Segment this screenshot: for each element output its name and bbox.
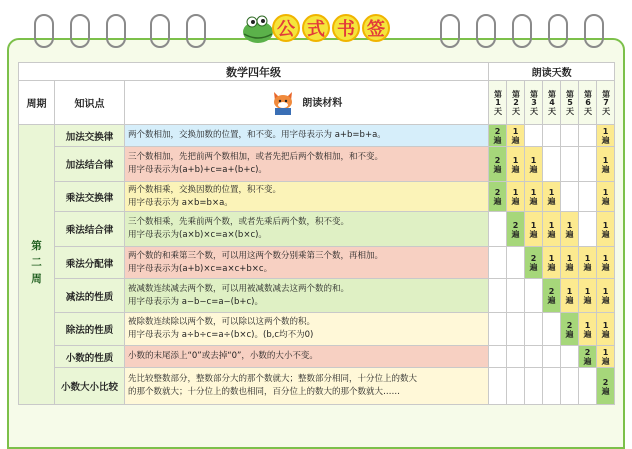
day-6-cell: 1遍: [579, 279, 597, 313]
day-3-cell: 2遍: [525, 247, 543, 279]
knowledge-topic: 乘法结合律: [55, 212, 125, 247]
day-6-cell: [579, 212, 597, 247]
day-6-header: 第6天: [579, 81, 597, 125]
material-line: 两个数的和乘第三个数，可以用这两个数分别乘第三个数，再相加。: [128, 250, 384, 261]
table-row: [19, 247, 615, 279]
binder-ring-icon: [548, 14, 568, 48]
binder-ring-icon: [440, 14, 460, 48]
day-6-cell: [579, 147, 597, 182]
day-4-header: 第4天: [543, 81, 561, 125]
day-3-cell: [525, 346, 543, 368]
reading-material: [125, 147, 489, 182]
day-2-header: 第2天: [507, 81, 525, 125]
reading-material: [125, 279, 489, 313]
day-3-header: 第3天: [525, 81, 543, 125]
table-title: 数学四年级: [19, 63, 489, 81]
crocodile-mascot-icon: [238, 12, 276, 46]
day-7-cell: 1遍: [597, 125, 615, 147]
period-header: 周期: [19, 81, 55, 125]
day-4-cell: 1遍: [543, 182, 561, 212]
table-row: [19, 212, 615, 247]
day-1-cell: [489, 346, 507, 368]
day-6-cell: [579, 368, 597, 405]
day-1-cell: 2遍: [489, 125, 507, 147]
day-2-cell: 1遍: [507, 125, 525, 147]
material-line: 用字母表示为(a×b)×c=a×(b×c)。: [128, 230, 267, 240]
day-5-cell: [561, 147, 579, 182]
days-header: 朗读天数: [489, 63, 615, 81]
banner-char: 公: [272, 14, 300, 42]
day-1-cell: 2遍: [489, 147, 507, 182]
day-3-cell: [525, 279, 543, 313]
knowledge-topic: 小数的性质: [55, 346, 125, 368]
knowledge-topic: 加法交换律: [55, 125, 125, 147]
reading-material: [125, 125, 489, 147]
day-1-cell: [489, 247, 507, 279]
day-7-cell: 1遍: [597, 147, 615, 182]
day-7-cell: 2遍: [597, 368, 615, 405]
day-1-cell: [489, 313, 507, 346]
material-line: 两个数相乘，交换因数的位置，积不变。: [128, 184, 282, 195]
material-header-label: 朗读材料: [302, 97, 343, 109]
binder-ring-icon: [150, 14, 170, 48]
knowledge-topic: 小数大小比较: [55, 368, 125, 405]
binder-ring-icon: [186, 14, 206, 48]
material-header: [125, 81, 489, 125]
reading-material: [125, 182, 489, 212]
knowledge-header: 知识点: [55, 81, 125, 125]
day-7-cell: 1遍: [597, 279, 615, 313]
day-1-cell: 2遍: [489, 182, 507, 212]
table-row: [19, 279, 615, 313]
day-6-cell: [579, 182, 597, 212]
material-line: 用字母表示为 a×b=b×a。: [128, 197, 233, 208]
reading-material: [125, 313, 489, 346]
day-1-cell: [489, 279, 507, 313]
day-2-cell: [507, 279, 525, 313]
day-4-cell: 2遍: [543, 279, 561, 313]
day-6-cell: 2遍: [579, 346, 597, 368]
material-line: 三个数相加，先把前两个数相加，或者先把后两个数相加，和不变。: [128, 152, 384, 162]
day-3-cell: [525, 125, 543, 147]
day-2-cell: [507, 247, 525, 279]
binder-ring-icon: [512, 14, 532, 48]
binder-ring-icon: [476, 14, 496, 48]
material-line: 的那个数就大；十分位上的数也相同，百分位上的数大的那个数就大……: [128, 387, 401, 397]
binder-ring-icon: [34, 14, 54, 48]
day-4-cell: [543, 125, 561, 147]
day-4-cell: [543, 368, 561, 405]
day-4-cell: [543, 147, 561, 182]
material-line: 两个数相加，交换加数的位置，和不变。用字母表示为 a+b=b+a。: [128, 130, 386, 140]
day-1-header: 第1天: [489, 81, 507, 125]
day-4-cell: [543, 313, 561, 346]
day-5-cell: [561, 346, 579, 368]
binder-ring-icon: [106, 14, 126, 48]
material-line: 用字母表示为 a÷b÷c=a÷(b×c)。(b,c均不为0): [128, 330, 314, 340]
banner-char: 式: [302, 14, 330, 42]
day-5-cell: [561, 125, 579, 147]
reading-material: [125, 247, 489, 279]
day-7-header: 第7天: [597, 81, 615, 125]
material-line: 用字母表示为(a+b)+c=a+(b+c)。: [128, 165, 267, 175]
day-3-cell: 1遍: [525, 147, 543, 182]
day-5-header: 第5天: [561, 81, 579, 125]
day-5-cell: [561, 182, 579, 212]
period-cell: 第二周: [19, 125, 55, 405]
material-line: 用字母表示为(a+b)×c=a×c+b×c。: [128, 263, 273, 274]
day-5-cell: [561, 368, 579, 405]
day-5-cell: 1遍: [561, 212, 579, 247]
day-7-cell: 1遍: [597, 212, 615, 247]
day-6-cell: 1遍: [579, 247, 597, 279]
knowledge-topic: 减法的性质: [55, 279, 125, 313]
material-line: 三个数相乘，先乘前两个数，或者先乘后两个数，积不变。: [128, 217, 350, 227]
knowledge-topic: 乘法分配律: [55, 247, 125, 279]
table-row: [19, 313, 615, 346]
banner-char: 书: [332, 14, 360, 42]
material-line: 小数的末尾添上“0”或去掉“0”，小数的大小不变。: [128, 351, 318, 361]
material-line: 被除数连续除以两个数，可以除以这两个数的积。: [128, 317, 316, 327]
day-2-cell: 2遍: [507, 212, 525, 247]
knowledge-topic: 乘法交换律: [55, 182, 125, 212]
day-2-cell: 1遍: [507, 182, 525, 212]
title-banner: [238, 8, 398, 48]
table-row: [19, 147, 615, 182]
banner-char: 签: [362, 14, 390, 42]
schedule-table: [18, 62, 615, 405]
day-3-cell: [525, 368, 543, 405]
reading-material: [125, 346, 489, 368]
day-2-cell: [507, 368, 525, 405]
day-2-cell: [507, 313, 525, 346]
day-4-cell: [543, 346, 561, 368]
day-4-cell: 1遍: [543, 247, 561, 279]
day-2-cell: [507, 346, 525, 368]
day-1-cell: [489, 368, 507, 405]
table-row: [19, 368, 615, 405]
day-7-cell: 1遍: [597, 346, 615, 368]
day-5-cell: 1遍: [561, 247, 579, 279]
day-3-cell: 1遍: [525, 212, 543, 247]
table-row: [19, 182, 615, 212]
table-row: [19, 125, 615, 147]
reading-material: [125, 368, 489, 405]
day-6-cell: 1遍: [579, 313, 597, 346]
day-4-cell: 1遍: [543, 212, 561, 247]
knowledge-topic: 加法结合律: [55, 147, 125, 182]
day-7-cell: 1遍: [597, 313, 615, 346]
day-5-cell: 1遍: [561, 279, 579, 313]
material-line: 用字母表示为 a−b−c=a−(b+c)。: [128, 296, 264, 307]
day-3-cell: [525, 313, 543, 346]
day-7-cell: 1遍: [597, 182, 615, 212]
day-5-cell: 2遍: [561, 313, 579, 346]
day-2-cell: 1遍: [507, 147, 525, 182]
day-6-cell: [579, 125, 597, 147]
banner-title: [272, 10, 398, 46]
day-1-cell: [489, 212, 507, 247]
day-7-cell: 1遍: [597, 247, 615, 279]
table-row: [19, 346, 615, 368]
material-line: 被减数连续减去两个数，可以用被减数减去这两个数的和。: [128, 283, 350, 294]
day-3-cell: 1遍: [525, 182, 543, 212]
material-line: 先比较整数部分，整数部分大的那个数就大；整数部分相同，十分位上的数大: [128, 374, 418, 384]
reading-material: [125, 212, 489, 247]
fox-reading-icon: [271, 90, 295, 116]
binder-ring-icon: [584, 14, 604, 48]
binder-ring-icon: [70, 14, 90, 48]
knowledge-topic: 除法的性质: [55, 313, 125, 346]
